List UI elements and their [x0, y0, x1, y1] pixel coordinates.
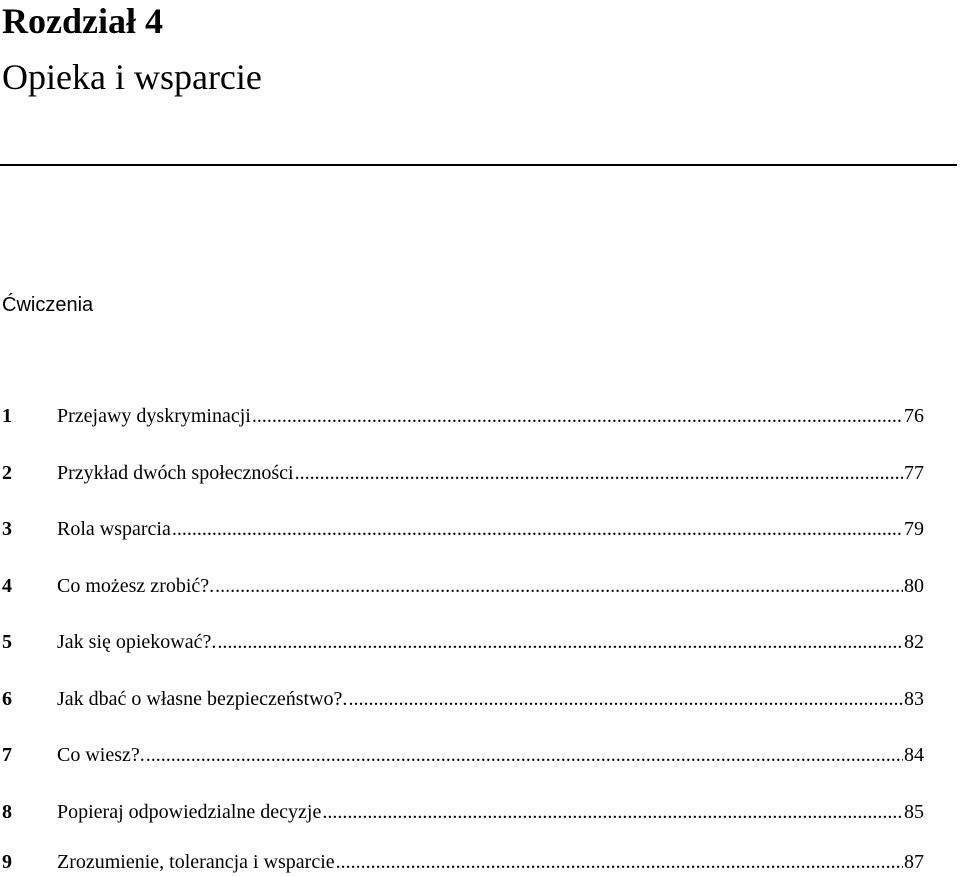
toc-dot-leader: [215, 572, 903, 600]
toc-entry-title: Jak się opiekować?.: [57, 631, 217, 653]
toc-entry-number: 8: [2, 801, 12, 823]
toc-entry[interactable]: [0, 515, 924, 543]
toc-entry-number: 3: [2, 518, 12, 540]
toc-entry-page: 82: [904, 631, 924, 653]
toc-entry[interactable]: [0, 628, 924, 656]
toc-entry-page: 80: [904, 575, 924, 597]
toc-entry-number: 7: [2, 744, 12, 766]
chapter-title: Opieka i wsparcie: [2, 57, 262, 97]
toc-entry-number: 2: [2, 462, 12, 484]
toc-entry-title: Co możesz zrobić?.: [57, 575, 215, 597]
toc-entry[interactable]: [0, 741, 924, 769]
toc-entry-number: 1: [2, 405, 12, 427]
toc-entry-page: 85: [904, 801, 924, 823]
divider-rule: [0, 164, 957, 166]
toc-entry-title: Przykład dwóch społeczności: [57, 462, 294, 484]
toc-entry-number: 4: [2, 575, 12, 597]
toc-entry[interactable]: [0, 685, 924, 713]
chapter-label: Rozdział 4: [2, 1, 163, 41]
toc-entry[interactable]: [0, 402, 924, 430]
toc-entry-number: 6: [2, 688, 12, 710]
toc-entry-page: 79: [904, 518, 924, 540]
toc-dot-leader: [295, 459, 903, 487]
toc-dot-leader: [336, 848, 903, 876]
toc-entry-page: 76: [904, 405, 924, 427]
toc-entry-page: 87: [904, 851, 924, 873]
toc-entry-title: Rola wsparcia: [57, 518, 171, 540]
toc-dot-leader: [348, 685, 903, 713]
toc-entry-title: Jak dbać o własne bezpieczeństwo?.: [57, 688, 348, 710]
toc-entry-title: Zrozumienie, tolerancja i wsparcie: [57, 851, 335, 873]
toc-entry-title: Popieraj odpowiedzialne decyzje: [57, 801, 322, 823]
toc-dot-leader: [322, 798, 903, 826]
toc-entry[interactable]: [0, 572, 924, 600]
toc-dot-leader: [146, 741, 903, 769]
toc-entry[interactable]: [0, 848, 924, 876]
toc-entry-number: 9: [2, 851, 12, 873]
toc-entry-page: 84: [904, 744, 924, 766]
toc-entry-title: Przejawy dyskryminacji: [57, 405, 251, 427]
toc-dot-leader: [172, 515, 903, 543]
toc-entry-number: 5: [2, 631, 12, 653]
section-heading: Ćwiczenia: [2, 294, 94, 316]
toc-dot-leader: [252, 402, 903, 430]
toc-dot-leader: [217, 628, 903, 656]
toc-entry[interactable]: [0, 459, 924, 487]
toc-entry-page: 83: [904, 688, 924, 710]
toc-entry-title: Co wiesz?.: [57, 744, 145, 766]
toc-entry[interactable]: [0, 798, 924, 826]
toc-entry-page: 77: [904, 462, 924, 484]
